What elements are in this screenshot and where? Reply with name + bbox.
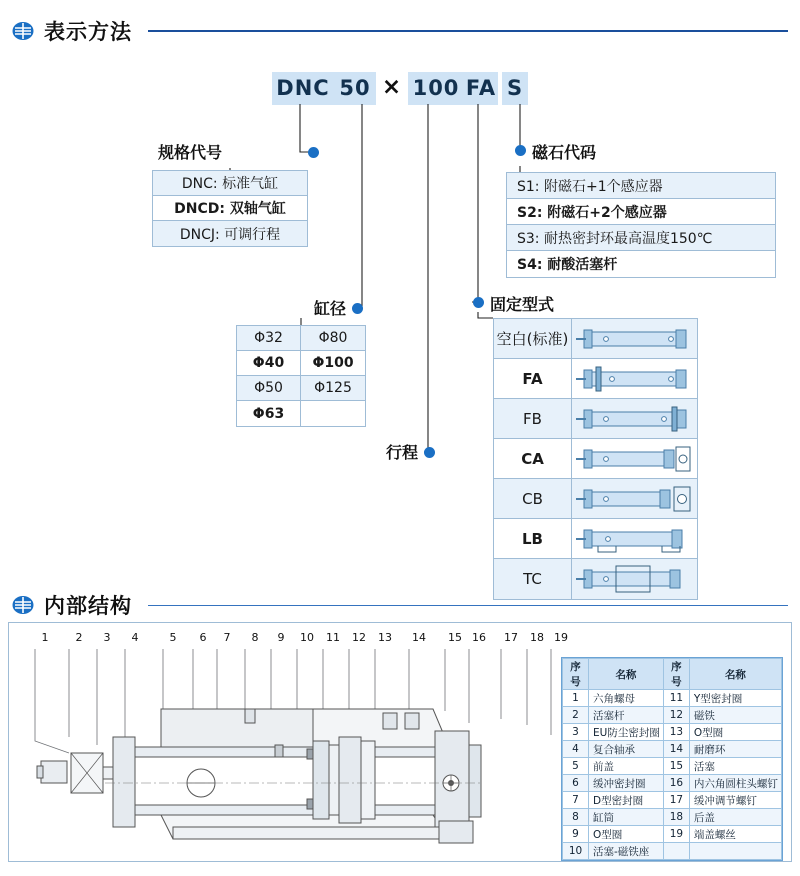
dot-bore	[352, 303, 363, 314]
parts-name: 内六角圆柱头螺钉	[689, 775, 781, 792]
parts-name: 缓冲调节螺钉	[689, 792, 781, 809]
parts-index: 18	[663, 809, 689, 826]
callout-number: 11	[326, 631, 340, 644]
cylinder-cb-icon	[572, 479, 697, 518]
cylinder-ca-icon	[572, 439, 697, 478]
table-row	[563, 843, 782, 860]
section-header-representation	[8, 16, 792, 46]
bore-cell: Φ40	[237, 351, 301, 375]
table-row	[563, 792, 782, 809]
section-title: 内部结构	[44, 594, 132, 618]
spec-row: DNCD: 双轴气缸	[153, 196, 307, 221]
section-title: 表示方法	[44, 20, 132, 44]
callout-number: 4	[131, 631, 139, 644]
parts-index	[663, 843, 689, 860]
callout-number: 6	[199, 631, 207, 644]
code-series: DNC	[272, 72, 334, 105]
callout-number: 5	[169, 631, 177, 644]
spec-row: DNCJ: 可调行程	[153, 221, 307, 246]
bore-table	[236, 325, 366, 427]
bore-cell: Φ50	[237, 376, 301, 400]
callout-number: 1	[41, 631, 49, 644]
parts-name: 端盖螺丝	[689, 826, 781, 843]
parts-name: 前盖	[589, 758, 664, 775]
mount-row	[494, 319, 697, 359]
bore-cell: Φ125	[301, 376, 365, 400]
parts-name: 活塞	[689, 758, 781, 775]
parts-index: 8	[563, 809, 589, 826]
callout-number: 14	[412, 631, 426, 644]
table-row	[563, 826, 782, 843]
mount-row	[494, 479, 697, 519]
callout-number-row	[27, 631, 568, 647]
parts-index: 16	[663, 775, 689, 792]
table-row	[563, 809, 782, 826]
dot-magnet	[515, 145, 526, 156]
parts-name	[689, 843, 781, 860]
mount-label: CA	[494, 439, 572, 478]
bore-cell: Φ63	[237, 401, 301, 426]
parts-name: 耐磨环	[689, 741, 781, 758]
parts-name: 活塞-磁铁座	[589, 843, 664, 860]
magnet-row: S4: 耐酸活塞杆	[507, 251, 775, 277]
parts-name: Y型密封圈	[689, 690, 781, 707]
callout-number: 3	[103, 631, 111, 644]
parts-index: 7	[563, 792, 589, 809]
table-row	[563, 707, 782, 724]
label-spec: 规格代号	[157, 143, 222, 162]
magnet-row: S1: 附磁石+1个感应器	[507, 173, 775, 199]
bore-cell: Φ100	[312, 355, 354, 371]
parts-index: 14	[663, 741, 689, 758]
label-stroke: 行程	[385, 443, 418, 462]
label-magnet: 磁石代码	[532, 143, 597, 162]
callout-number: 9	[277, 631, 285, 644]
magnet-row: S3: 耐热密封环最高温度150℃	[507, 225, 775, 251]
parts-header-row	[563, 659, 782, 690]
magnet-code-table	[506, 172, 776, 278]
dot-stroke	[424, 447, 435, 458]
parts-header-cell: 名称	[689, 659, 781, 690]
parts-index: 9	[563, 826, 589, 843]
internal-structure-panel	[8, 622, 792, 862]
mount-row	[494, 399, 697, 439]
header-rule	[148, 605, 788, 606]
parts-index: 10	[563, 843, 589, 860]
bore-cell-empty	[301, 401, 365, 426]
bore-row	[237, 326, 365, 351]
parts-index: 6	[563, 775, 589, 792]
header-rule	[148, 30, 788, 32]
parts-name: O型圈	[689, 724, 781, 741]
parts-index: 11	[663, 690, 689, 707]
mount-row	[494, 519, 697, 559]
callout-number: 10	[300, 631, 314, 644]
cylinder-plain-icon	[572, 319, 697, 358]
model-code-row	[0, 70, 800, 105]
parts-name: 活塞杆	[589, 707, 664, 724]
mount-row	[494, 359, 697, 399]
table-row	[563, 724, 782, 741]
callout-number: 18	[530, 631, 544, 644]
parts-name: O型圈	[589, 826, 664, 843]
label-bore: 缸径	[313, 299, 346, 318]
parts-name: 后盖	[689, 809, 781, 826]
spec-row: DNC: 标准气缸	[153, 171, 307, 196]
cylinder-fb-icon	[572, 399, 697, 438]
table-row	[563, 741, 782, 758]
parts-header-cell: 序号	[563, 659, 589, 690]
parts-index: 15	[663, 758, 689, 775]
mount-label: FB	[494, 399, 572, 438]
parts-name: 缓冲密封圈	[589, 775, 664, 792]
parts-header-cell: 序号	[663, 659, 689, 690]
cylinder-lb-icon	[572, 519, 697, 558]
book-icon	[12, 594, 34, 616]
label-mount: 固定型式	[490, 295, 555, 314]
mount-label: LB	[494, 519, 572, 558]
parts-index: 2	[563, 707, 589, 724]
parts-list-table	[561, 657, 783, 861]
dot-mount	[473, 297, 484, 308]
bore-cell: Φ32	[237, 326, 301, 350]
code-multiply: ×	[381, 74, 403, 100]
code-stroke: 100	[408, 72, 464, 105]
parts-name: EU防尘密封圈	[589, 724, 664, 741]
cylinder-fa-icon	[572, 359, 697, 398]
parts-index: 1	[563, 690, 589, 707]
parts-index: 5	[563, 758, 589, 775]
code-bore: 50	[334, 72, 376, 105]
bore-row	[237, 351, 365, 376]
dot-spec	[308, 147, 319, 158]
parts-index: 3	[563, 724, 589, 741]
callout-number: 16	[472, 631, 486, 644]
code-magnet: S	[502, 72, 528, 105]
parts-name: 缸筒	[589, 809, 664, 826]
parts-header-cell: 名称	[589, 659, 664, 690]
table-row	[563, 758, 782, 775]
mount-label: CB	[494, 479, 572, 518]
magnet-row: S2: 附磁石+2个感应器	[507, 199, 775, 225]
table-row	[563, 690, 782, 707]
bore-row	[237, 401, 365, 426]
callout-number: 13	[378, 631, 392, 644]
callout-number: 7	[223, 631, 231, 644]
parts-index: 4	[563, 741, 589, 758]
table-row	[563, 775, 782, 792]
parts-index: 12	[663, 707, 689, 724]
callout-number: 2	[75, 631, 83, 644]
book-icon	[12, 20, 34, 42]
mount-row	[494, 439, 697, 479]
mount-label: 空白(标准)	[494, 319, 572, 358]
bore-cell: Φ80	[301, 326, 365, 350]
parts-index: 17	[663, 792, 689, 809]
callout-number: 15	[448, 631, 462, 644]
parts-name: D型密封圈	[589, 792, 664, 809]
callout-number: 19	[554, 631, 568, 644]
mount-label: FA	[494, 359, 572, 398]
spec-table	[152, 170, 308, 247]
callout-number: 12	[352, 631, 366, 644]
cylinder-cutaway-drawing	[13, 649, 558, 854]
parts-index: 19	[663, 826, 689, 843]
parts-name: 磁铁	[689, 707, 781, 724]
parts-name: 复合轴承	[589, 741, 664, 758]
parts-name: 六角螺母	[589, 690, 664, 707]
mount-label: TC	[494, 559, 572, 599]
parts-index: 13	[663, 724, 689, 741]
bore-row	[237, 376, 365, 401]
code-mount: FA	[464, 72, 498, 105]
mount-type-table	[493, 318, 698, 600]
section-header-structure	[8, 590, 792, 620]
callout-number: 8	[251, 631, 259, 644]
callout-number: 17	[504, 631, 518, 644]
